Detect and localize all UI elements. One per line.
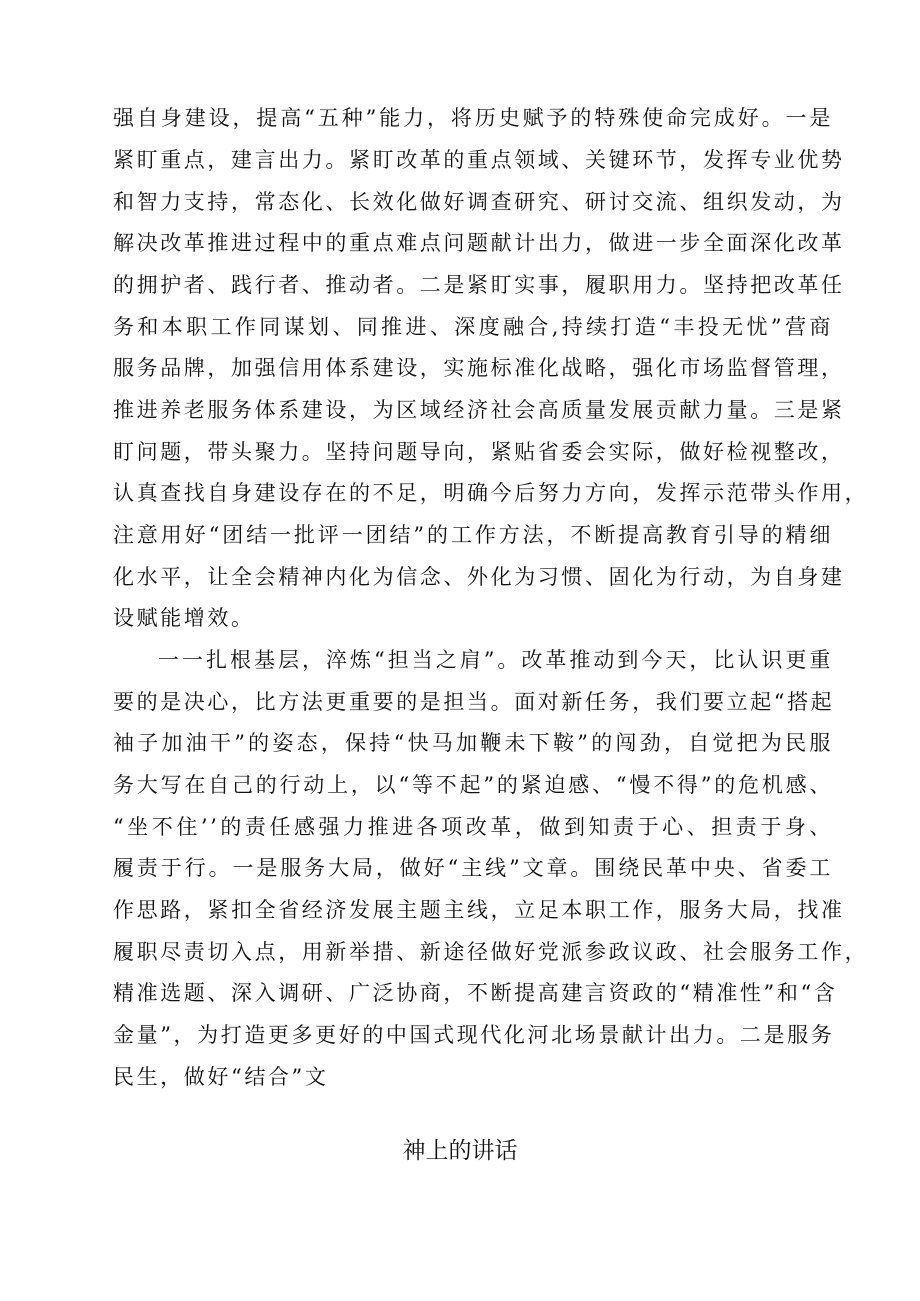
text-line: 要的是决心，比方法更重要的是担当。面对新任务，我们要立起“搭起 — [113, 690, 835, 714]
text-line: 务大写在自己的行动上，以“等不起”的紧迫感、“慢不得”的危机感、 — [113, 773, 833, 797]
text-line: 推进养老服务体系建设，为区域经济社会高质量发展贡献力量。三是紧 — [113, 398, 845, 422]
text-line: 精准选题、深入调研、广泛协商，不断提高建言资政的“精准性”和“含 — [113, 981, 838, 1005]
text-line: 设赋能增效。 — [113, 606, 255, 630]
text-line: 务和本职工作同谋划、同推进、深度融合,持续打造“丰投无忧”营商 — [113, 315, 833, 339]
text-line: 金量”，为打造更多更好的中国式现代化河北场景献计出力。二是服务 — [113, 1023, 835, 1047]
text-line: 强自身建设，提高“五种”能力，将历史赋予的特殊使命完成好。一是 — [113, 106, 833, 130]
text-line: 履职尽责切入点，用新举措、新途径做好党派参政议政、社会服务工作， — [113, 940, 869, 964]
text-line: 解决改革推进过程中的重点难点问题献计出力，做进一步全面深化改革 — [113, 231, 845, 255]
text-line: 袖子加油干”的姿态，保持“快马加鞭未下鞍”的闯劲，自觉把为民服 — [113, 731, 833, 755]
text-line: 作思路，紧扣全省经济发展主题主线，立足本职工作，服务大局，找准 — [113, 898, 845, 922]
text-line: 盯问题，带头聚力。坚持问题导向，紧贴省委会实际，做好检视整改， — [113, 440, 845, 464]
text-line: 紧盯重点，建言出力。紧盯改革的重点领域、关键环节，发挥专业优势 — [113, 148, 845, 172]
text-line: 服务品牌，加强信用体系建设，实施标准化战略，强化市场监督管理， — [113, 356, 845, 380]
text-line: 注意用好“团结一批评一团结”的工作方法，不断提高教育引导的精细 — [113, 523, 833, 547]
text-line: 和智力支持，常态化、长效化做好调查研究、研讨交流、组织发动，为 — [113, 190, 845, 214]
text-line: 认真查找自身建设存在的不足，明确今后努力方向，发挥示范带头作用， — [113, 481, 869, 505]
text-line: 化水平，让全会精神内化为信念、外化为习惯、固化为行动，为自身建 — [113, 565, 845, 589]
text-line: 一一扎根基层，淬炼“担当之肩”。改革推动到今天，比认识更重 — [158, 648, 833, 672]
text-line: 履责于行。一是服务大局，做好“主线”文章。围绕民革中央、省委工 — [113, 856, 833, 880]
text-line: “坐不住’’的责任感强力推进各项改革，做到知责于心、担责于身、 — [113, 815, 833, 839]
section-title: 神上的讲话 — [402, 1138, 518, 1164]
text-line: 民生，做好“结合”文 — [113, 1065, 329, 1089]
text-line: 的拥护者、践行者、推动者。二是紧盯实事，履职用力。坚持把改革任 — [113, 273, 845, 297]
